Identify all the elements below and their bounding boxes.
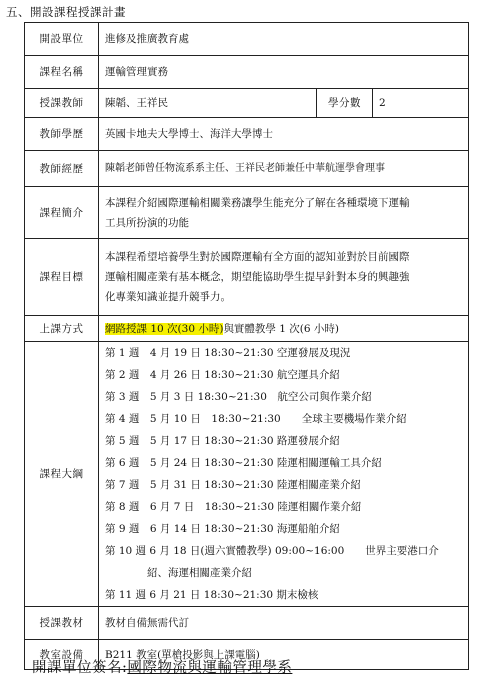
intro-line-2: 工具所扮演的功能 [105,216,189,229]
outline-value [99,342,469,607]
teacher-label: 授課教師 [25,89,99,118]
course-name-value: 運輸管理實務 [99,56,469,89]
schedule-week-3: 第 3 週 5 月 3 日 18:30~21:30 航空公司與作業介紹 [105,391,372,403]
goals-label: 課程目標 [25,239,99,316]
unit-value: 進修及推廣教育處 [99,23,469,56]
method-highlighted-text: 網路授課 10 次(30 小時) [105,322,224,335]
row-goals [25,239,469,316]
experience-label: 教師經歷 [25,151,99,187]
schedule-week-5: 第 5 週 5 月 17 日 18:30~21:30 路運發展介紹 [105,435,340,447]
method-value [99,316,469,342]
row-course-name [25,56,469,89]
method-label: 上課方式 [25,316,99,342]
experience-value: 陳韜老師曾任物流系系主任、王祥民老師兼任中華航運學會理事 [99,151,469,187]
row-experience [25,151,469,187]
section-heading: 五、開設課程授課計畫 [6,5,126,19]
credits-label: 學分數 [317,89,373,118]
schedule-week-6: 第 6 週 5 月 24 日 18:30~21:30 陸運相關運輸工具介紹 [105,457,382,469]
outline-label: 課程大綱 [25,342,99,607]
equipment-value: B211 教室(單槍投影與上課電腦) [99,640,469,670]
signature-label: 開課單位簽名: [32,660,128,676]
goals-value [99,239,469,316]
row-intro [25,187,469,239]
materials-label: 授課教材 [25,607,99,640]
goals-line-2: 運輸相關產業有基本概念，期望能協助學生提早針對本身的興趣強 [105,271,410,283]
equipment-label: 教室設備 [25,640,99,670]
credits-value: 2 [373,89,469,118]
degree-value: 英國卡地夫大學博士、海洋大學博士 [99,118,469,151]
row-materials [25,607,469,640]
materials-value: 教材自備無需代訂 [99,607,469,640]
row-outline [25,342,469,607]
row-degree [25,118,469,151]
row-unit [25,23,469,56]
signature-line [32,656,292,677]
schedule-week-7: 第 7 週 5 月 31 日 18:30~21:30 陸運相關產業介紹 [105,479,361,491]
intro-line-1: 本課程介紹國際運輸相關業務讓學生能充分了解在各種環境下運輸 [105,196,410,209]
intro-label: 課程簡介 [25,187,99,239]
unit-label: 開設單位 [25,23,99,56]
goals-line-3: 化專業知識並提升競爭力。 [105,291,231,303]
schedule-week-4: 第 4 週 5 月 10 日 18:30~21:30 全球主要機場作業介紹 [105,413,407,425]
schedule-week-11: 第 11 週 6 月 21 日 18:30~21:30 期末檢核 [105,589,319,601]
schedule-week-10: 第 10 週 6 月 18 日(週六實體教學) 09:00~16:00 世界主要港口介 [105,545,439,557]
teacher-value: 陳韜、王祥民 [99,89,317,118]
schedule-week-1: 第 1 週 4 月 19 日 18:30~21:30 空運發展及現況 [105,347,351,359]
method-rest-text: 與實體教學 1 次(6 小時) [223,322,340,335]
intro-value [99,187,469,239]
schedule-week-9: 第 9 週 6 月 14 日 18:30~21:30 海運船舶介紹 [105,523,340,535]
schedule-week-8: 第 8 週 6 月 7 日 18:30~21:30 陸運相關作業介紹 [105,501,362,513]
degree-label: 教師學歷 [25,118,99,151]
course-name-label: 課程名稱 [25,56,99,89]
course-plan-table [24,22,469,670]
goals-line-1: 本課程希望培養學生對於國際運輸有全方面的認知並對於目前國際 [105,251,410,263]
row-method [25,316,469,342]
row-teacher [25,89,469,118]
schedule-week-10-continued: 紹、海運相關產業介紹 [147,567,252,579]
signature-department: 國際物流與運輸管理學系 [127,660,293,676]
schedule-week-2: 第 2 週 4 月 26 日 18:30~21:30 航空運具介紹 [105,369,340,381]
